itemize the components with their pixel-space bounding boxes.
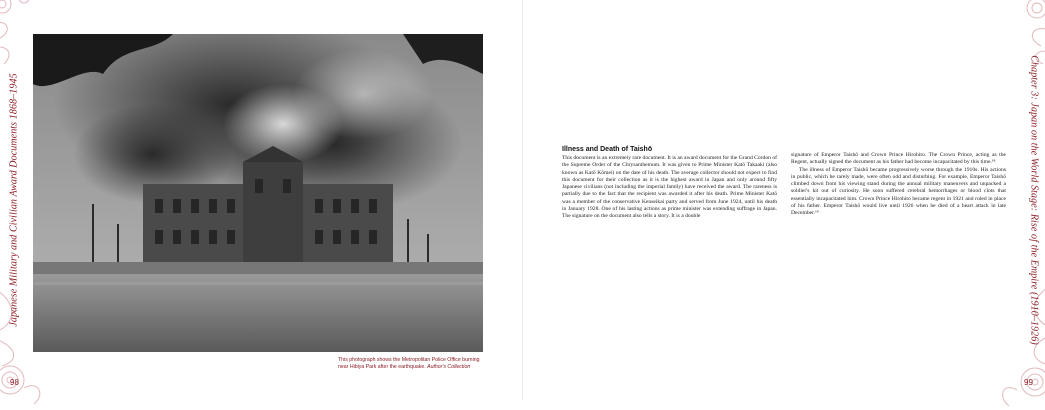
section-title: Illness and Death of Taishō bbox=[562, 146, 653, 153]
right-page-number: 99 bbox=[1024, 378, 1033, 387]
right-running-head: Chapter 3: Japan on the World Stage: Rise of the Empire (1910–1926) bbox=[1028, 55, 1040, 345]
paragraph: This document is an extremely rare document. It is an award document for the Grand Cordon of the Supreme Order of the Chrysanthemum. It was given to Prime Minister Katō Takaaki (also known as Katō Kōmei) on the date of his death. The average collector should not expect to find this document for their collection as it is the highest award in Japan and only around fifty Japanese civilians (not including the imperial family) have received the award. The rareness is partially due to the fact that the recipient was awarded it after his death. Prime Minister Katō was a member of the conservative Kenseikai party and served from June 1924, until his death in January 1928. One of his lasting actions as prime minister was extending suffrage in Japan. The signature on the document also tells a story. It is a double bbox=[562, 155, 777, 220]
left-page-number: 98 bbox=[10, 378, 19, 387]
left-running-head: Japanese Military and Civilian Award Documents 1868–1945 bbox=[8, 73, 20, 327]
page-gutter bbox=[522, 0, 523, 400]
paragraph: The illness of Emperor Taishō became progressively worse through the 1910s. His actions in public, which he rarely made, were often odd and disturbing. For example, Emperor Taishō climbed down from his viewing stand during the annual military maneuvers and unpacked a soldier's kit out of curiosity. He soon suffered cerebral hemorrhages or blood clots that essentially incapacitated him. Crown Prince Hirohito became regent in 1921 and ruled in place of his father. Emperor Taishō would live until 1926 when he died of a heart attack in late December.¹⁹ bbox=[791, 166, 1006, 217]
historical-photograph bbox=[33, 34, 483, 352]
photo-credit: Author's Collection bbox=[427, 364, 471, 370]
photo-caption-text: This photograph shows the Metropolitan Police Office burning near Hibiya Park after the earthquake. bbox=[338, 357, 480, 370]
photo-caption bbox=[338, 357, 488, 371]
burning-building-illustration bbox=[33, 34, 483, 352]
text-column-right bbox=[791, 152, 1006, 218]
paragraph: signature of Emperor Taishō and Crown Prince Hirohito. The Crown Prince, acting as the Regent, actually signed the document as his father had become incapacitated by this time.¹⁸ bbox=[791, 152, 1006, 166]
text-column-left bbox=[562, 155, 777, 221]
